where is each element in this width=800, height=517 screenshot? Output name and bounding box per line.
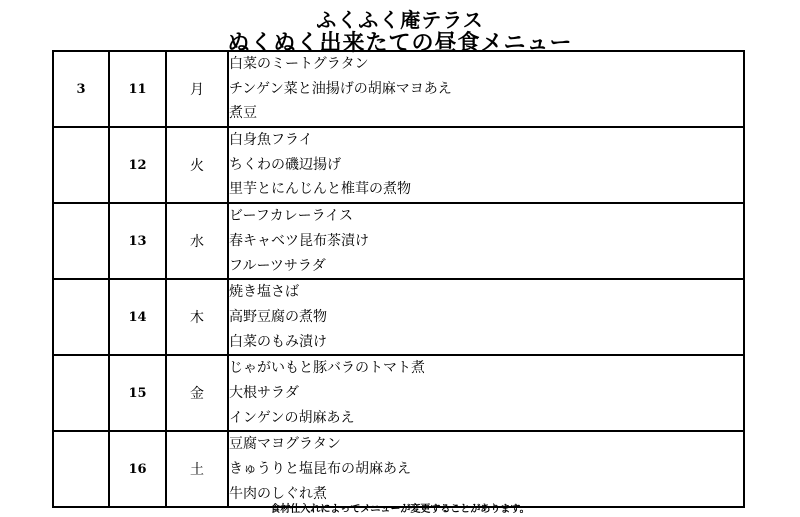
dishes-cell [228,431,744,507]
dish-item: ビーフカレーライス [229,208,354,225]
dishes-cell [228,51,744,127]
dishes-cell [228,355,744,431]
dish-item: 白菜のもみ漬け [229,333,327,350]
footer-note: 食材仕入れによってメニューが変更することがあります。 [270,504,530,515]
menu-day-row [53,127,744,203]
menu-day-row [53,355,744,431]
dish-item: 白菜のミートグラタン [229,56,369,72]
dish-item: 煮豆 [229,105,257,122]
dish-item: じゃがいもと豚バラのトマト煮 [229,360,425,377]
dishes-cell [228,279,744,355]
dish-item: 里芋とにんじんと椎茸の煮物 [229,181,411,198]
month-cell [53,203,109,279]
dish-item: きゅうりと塩昆布の胡麻あえ [229,461,411,477]
weekday-cell: 土 [166,431,228,507]
dish-item: ちくわの磯辺揚げ [229,156,341,173]
page-subtitle: ぬくぬく出来たての昼食メニュー [227,31,573,56]
menu-day-row [53,203,744,279]
dish-item: 焼き塩さば [229,284,299,301]
dish-item: チンゲン菜と油揚げの胡麻マヨあえ [229,80,452,97]
dish-item: 豆腐マヨグラタン [229,436,341,453]
menu-table [52,50,745,508]
date-cell: 16 [109,431,166,507]
date-cell: 14 [109,279,166,355]
weekday-cell: 火 [166,127,228,203]
weekday-cell: 水 [166,203,228,279]
weekday-cell: 木 [166,279,228,355]
dish-item: 白身魚フライ [229,132,313,149]
month-cell [53,127,109,203]
dish-item: 牛肉のしぐれ煮 [229,485,327,502]
dish-item: フルーツサラダ [229,257,326,274]
month-cell [53,355,109,431]
dish-item: 大根サラダ [229,384,299,401]
page-title: ふくふく庵テラス [316,8,484,32]
month-cell: 3 [53,51,109,127]
menu-day-row [53,51,744,127]
weekday-cell: 月 [166,51,228,127]
dish-item: 高野豆腐の煮物 [229,308,327,325]
dishes-cell [228,203,744,279]
dish-item: 春キャベツ昆布茶漬け [229,232,369,249]
dishes-cell [228,127,744,203]
menu-day-row [53,431,744,507]
month-cell [53,279,109,355]
menu-day-row [53,279,744,355]
dish-item: インゲンの胡麻あえ [229,409,355,426]
month-cell [53,431,109,507]
date-cell: 13 [109,203,166,279]
date-cell: 15 [109,355,166,431]
date-cell: 12 [109,127,166,203]
weekday-cell: 金 [166,355,228,431]
date-cell: 11 [109,51,166,127]
